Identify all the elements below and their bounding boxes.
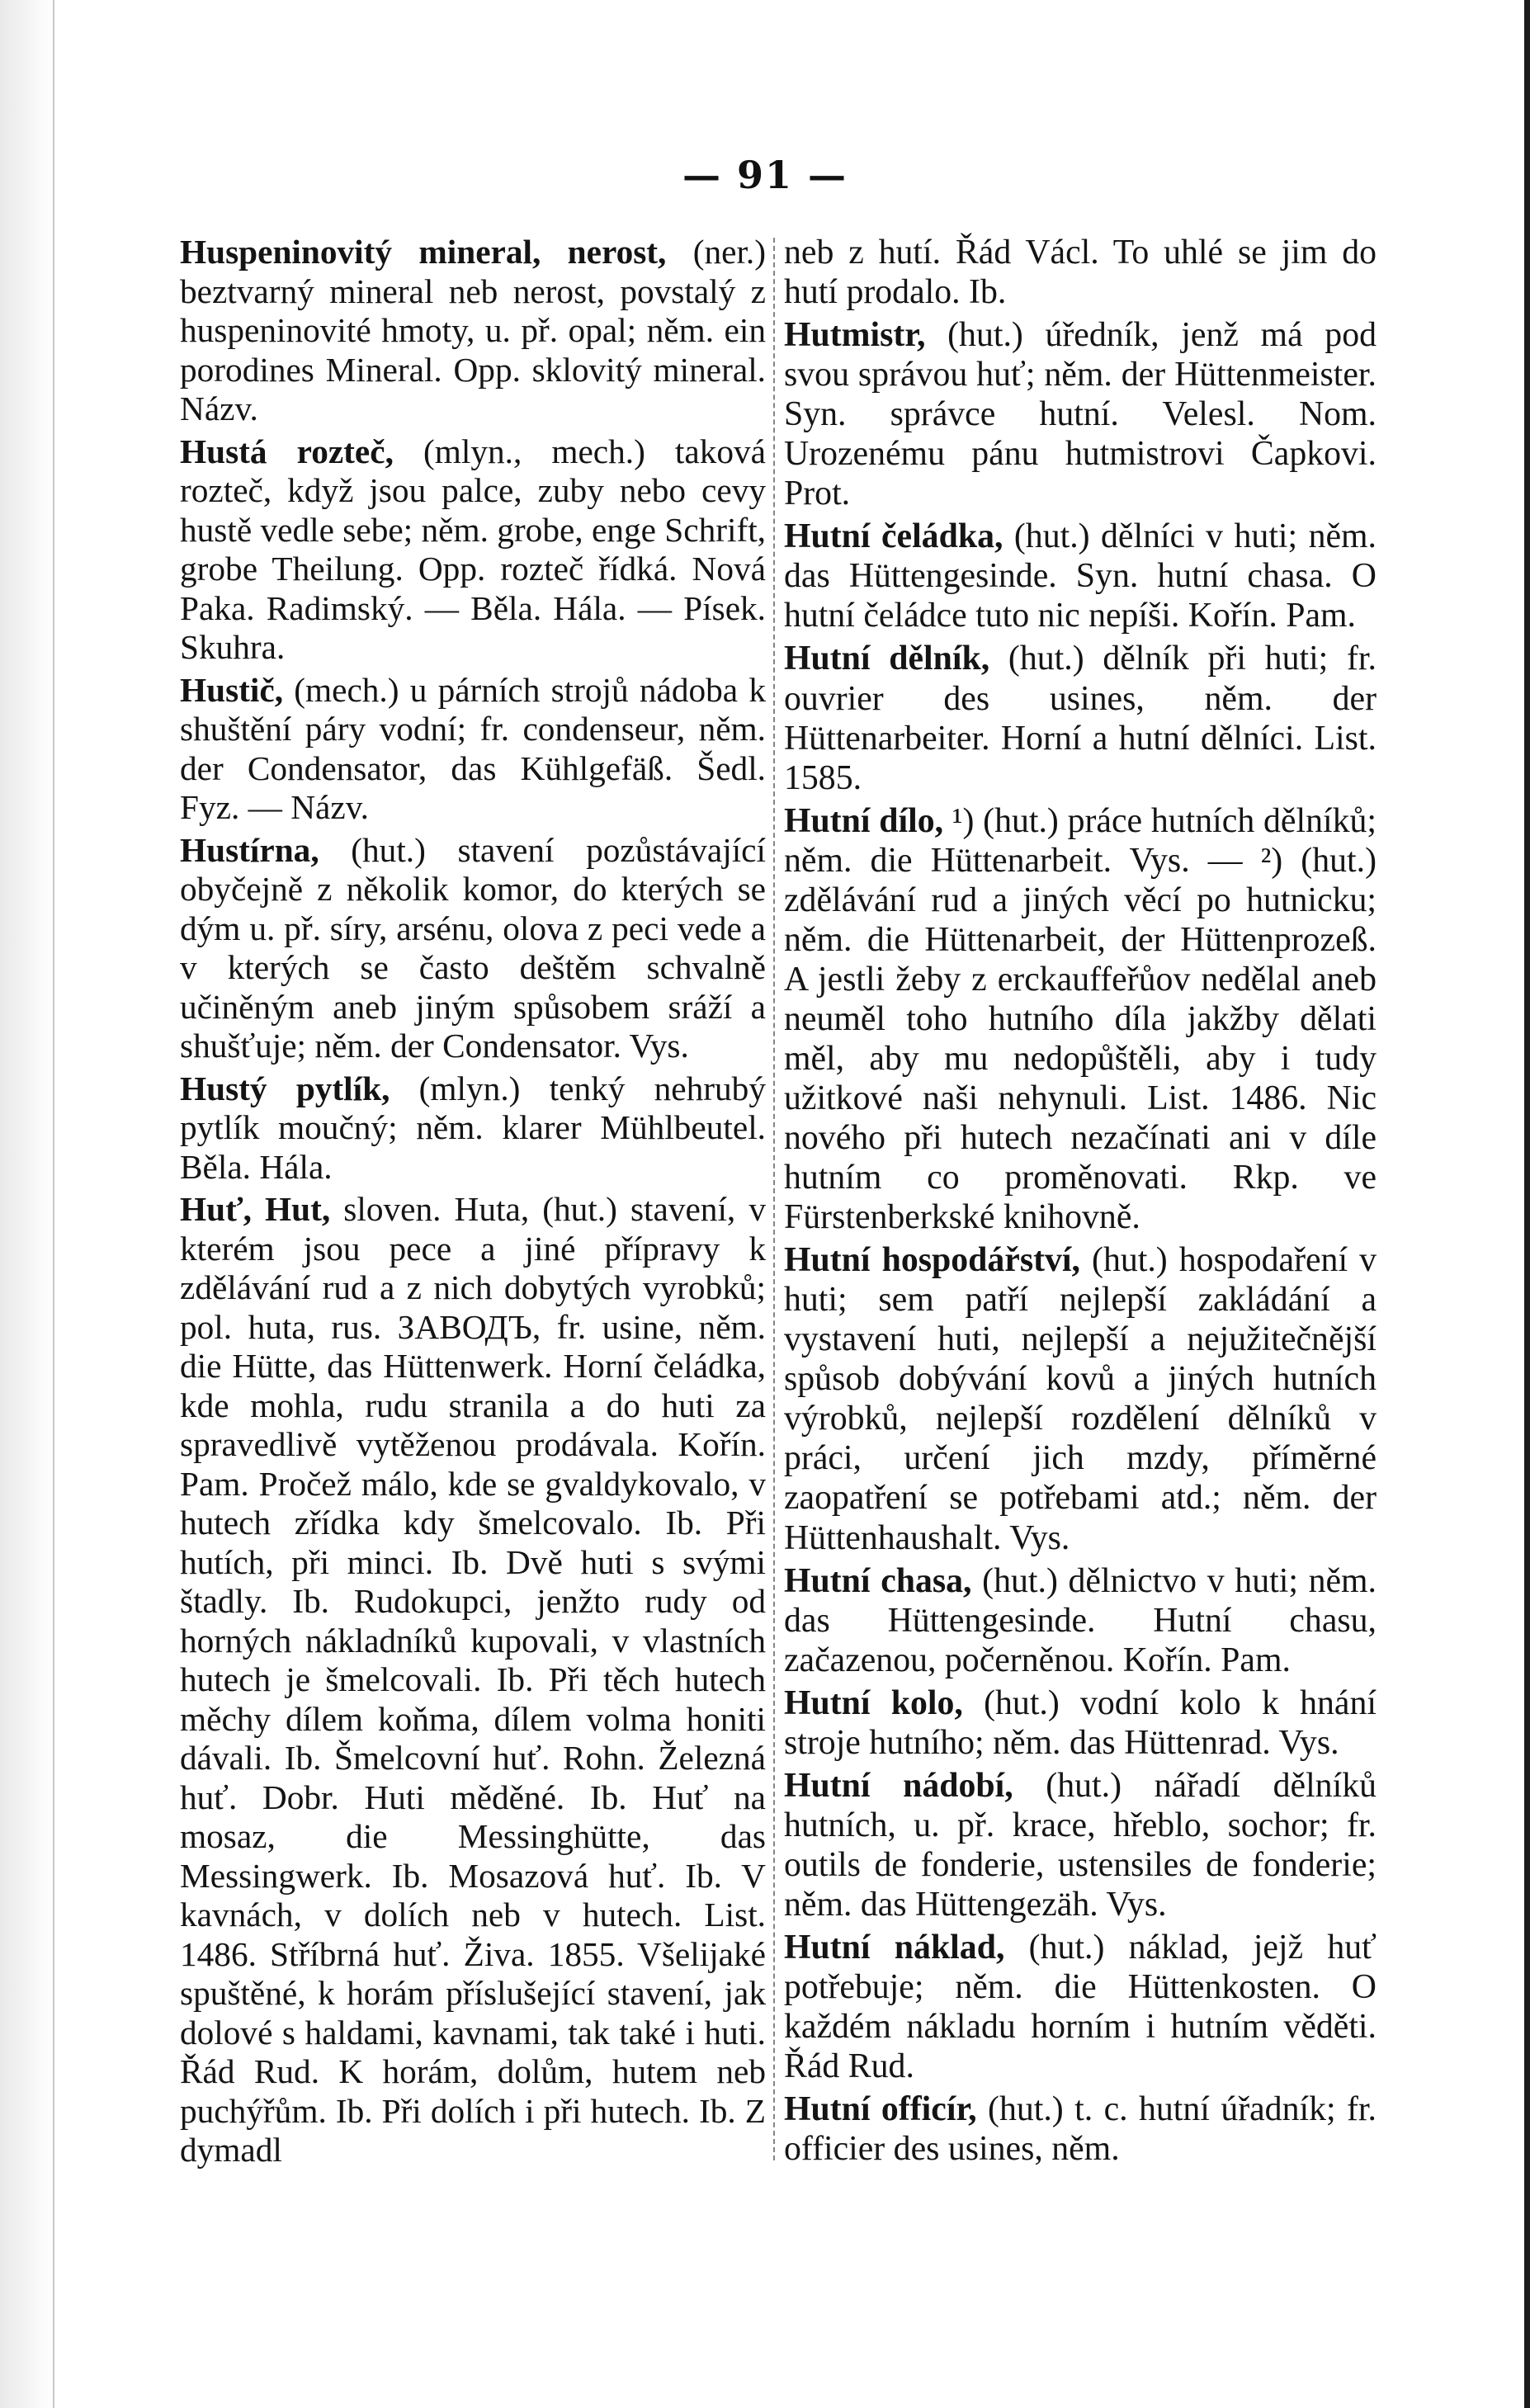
dictionary-entry xyxy=(784,2089,1377,2169)
dictionary-entry xyxy=(784,1240,1377,1557)
dictionary-entry xyxy=(784,1561,1377,1680)
entry-headword: Hutní nádobí, xyxy=(784,1766,1013,1805)
entry-definition: neb z hutí. Řád Václ. To uhlé se jim do hutí prodalo. Ib. xyxy=(784,234,1377,312)
entry-definition: sloven. Huta, (hut.) stavení, v kterém jsou pece a jiné přípravy k zdělávání rud a z nich dobytých vyrobků; pol. huta, rus. ЗАВОДЪ, fr. usine, něm. die Hütte, das Hüttenwerk. Horní čeládka, kde mohla, rudu stranila a do huti za spravedlivě vytěženou prodávala. Kořín. Pam. Pročež málo, kde se gvaldykovalo, v hutech zřídka kdy šmelcovalo. Ib. Při hutích, při minci. Ib. Dvě huti s svými štadly. Ib. Rudokupci, jenžto rudy od horných nákladníků kupovali, v vlastních hutech je šmelcovali. Ib. Při těch hutech měchy dílem koňma, dílem volma honiti dávali. Ib. Šmelcovní huť. Rohn. Železná huť. Dobr. Huti měděné. Ib. Huť na mosaz, die Messinghütte, das Messingwerk. Ib. Mosazová huť. Ib. V kavnách, v dolích neb v hutech. List. 1486. Stříbrná huť. Živa. 1855. Všelijaké spuštěné, k horám příslušející stavení, jak dolové s haldami, kavnami, tak také i huti. Řád Rud. K horám, dolům, hutem neb puchýřům. Ib. Při dolích i při hutech. Ib. Z dymadl xyxy=(180,1190,766,2169)
entry-definition: (hut.) t. c. hutní úřadník; fr. officier des usines, něm. xyxy=(784,2090,1377,2169)
dictionary-entry xyxy=(784,315,1377,513)
entry-headword: Hustič, xyxy=(180,670,284,709)
dictionary-entry xyxy=(180,671,766,828)
entry-headword: Hustý pytlík, xyxy=(180,1069,390,1107)
entry-definition: (hut.) dělníci v huti; něm. das Hüttengesinde. Syn. hutní chasa. O hutní čeládce tuto nic nepíši. Kořín. Pam. xyxy=(784,517,1377,635)
dictionary-entry xyxy=(784,233,1377,312)
entry-headword: Huť, Hut, xyxy=(180,1190,331,1228)
dictionary-entry xyxy=(784,639,1377,797)
entry-definition: (hut.) úředník, jenž má pod svou správou huť; něm. der Hüttenmeister. Syn. správce hutní. Velesl. Nom. Urozenému pánu hutmistrovi Čapkovi. Prot. xyxy=(784,316,1377,513)
dictionary-entry xyxy=(180,233,766,429)
entry-headword: Hutní náklad, xyxy=(784,1928,1005,1967)
entry-headword: Hutní chasa, xyxy=(784,1561,972,1600)
left-column xyxy=(180,233,766,2174)
entry-definition: (mlyn.) tenký nehrubý pytlík moučný; něm. klarer Mühlbeutel. Běla. Hála. xyxy=(180,1069,766,1186)
dictionary-entry xyxy=(784,517,1377,635)
entry-definition: (ner.) beztvarný mineral neb nerost, povstalý z huspeninovité hmoty, u. př. opal; něm. ein porodines Mineral. Opp. sklovitý mineral. Názv. xyxy=(180,233,767,427)
entry-definition: (mlyn., mech.) taková rozteč, když jsou palce, zuby nebo cevy hustě vedle sebe; něm. grobe, enge Schrift, grobe Theilung. Opp. rozteč řídká. Nová Paka. Radimský. — Běla. Hála. — Písek. Skuhra. xyxy=(180,432,766,666)
dictionary-entry xyxy=(784,1683,1377,1763)
entry-definition: (hut.) stavení pozůstávající obyčejně z několik komor, do kterých se dým u. př. síry, arsénu, olova z peci vede a v kterých se často deštěm schvalně učiněným aneb jiným spůsobem sráží a shušťuje; něm. der Condensator. Vys. xyxy=(180,830,766,1065)
page-number: — 91 — xyxy=(682,153,848,197)
entry-definition: (hut.) vodní kolo k hnání stroje hutního; něm. das Hüttenrad. Vys. xyxy=(784,1683,1377,1762)
page-gutter-shadow xyxy=(0,0,54,2408)
entry-headword: Hutní kolo, xyxy=(784,1683,963,1722)
entry-headword: Hutní dílo, xyxy=(784,801,944,840)
entry-definition: (hut.) dělnictvo v huti; něm. das Hüttengesinde. Hutní chasu, začazenou, počerněnou. Kořín. Pam. xyxy=(784,1561,1377,1679)
dictionary-entry xyxy=(784,801,1377,1238)
dictionary-entry xyxy=(180,1190,766,2170)
entry-headword: Hutní hospodářství, xyxy=(784,1241,1080,1280)
entry-definition: (mech.) u párních strojů nádoba k shuštění páry vodní; fr. condenseur, něm. der Condensator, das Kühlgefäß. Šedl. Fyz. — Názv. xyxy=(180,670,766,826)
dictionary-entry xyxy=(180,1069,766,1187)
right-column xyxy=(784,233,1377,2172)
entry-headword: Hutní čeládka, xyxy=(784,517,1003,556)
dictionary-entry xyxy=(180,432,766,668)
entry-definition: (hut.) dělník při huti; fr. ouvrier des usines, něm. der Hüttenarbeiter. Horní a hutní dělníci. List. 1585. xyxy=(784,640,1377,797)
entry-headword: Hustírna, xyxy=(180,830,319,869)
entry-headword: Hutní dělník, xyxy=(784,640,990,678)
entry-definition: (hut.) hospodaření v huti; sem patří nejlepší zakládání a vystavení huti, nejlepší a nejužitečnější spůsob dobývání kovů a jiných hutních výrobků, nejlepší rozdělení dělníků v práci, určení jich mzdy, příměrné zaopatření se potřebami atd.; něm. der Hüttenhaushalt. Vys. xyxy=(784,1241,1377,1557)
entry-headword: Hustá rozteč, xyxy=(180,432,394,470)
dictionary-entry xyxy=(784,1766,1377,1924)
entry-definition: (hut.) nářadí dělníků hutních, u. př. krace, hřeblo, sochor; fr. outils de fonderie, ustensiles de fonderie; něm. das Hüttengezäh. Vys. xyxy=(784,1766,1377,1924)
entry-headword: Hutní officír, xyxy=(784,2090,977,2129)
column-divider xyxy=(773,238,775,2160)
page-right-edge xyxy=(1524,0,1530,2408)
dictionary-entry xyxy=(180,831,766,1066)
dictionary-entry xyxy=(784,1928,1377,2086)
entry-definition: ¹) (hut.) práce hutních dělníků; něm. die Hüttenarbeit. Vys. — ²) (hut.) zdělávání rud a jiných věcí po hutnicku; něm. die Hüttenarbeit, der Hüttenprozeß. A jestli žeby z erckauffeřůov nedělal aneb neuměl toho hutního díla jakžby dělati měl, aby mu nedopůštěli, aby i tudy užitkové naši nehynuli. List. 1486. Nic nového při hutech nezačínati ani v díle hutním co proměnovati. Rkp. ve Fürstenberkské knihovně. xyxy=(784,801,1377,1237)
entry-definition: (hut.) náklad, jejž huť potřebuje; něm. die Hüttenkosten. O každém nákladu horním i hutním věděti. Řád Rud. xyxy=(784,1928,1377,2086)
entry-headword: Huspeninovitý mineral, nerost, xyxy=(180,233,667,271)
entry-headword: Hutmistr, xyxy=(784,316,926,355)
